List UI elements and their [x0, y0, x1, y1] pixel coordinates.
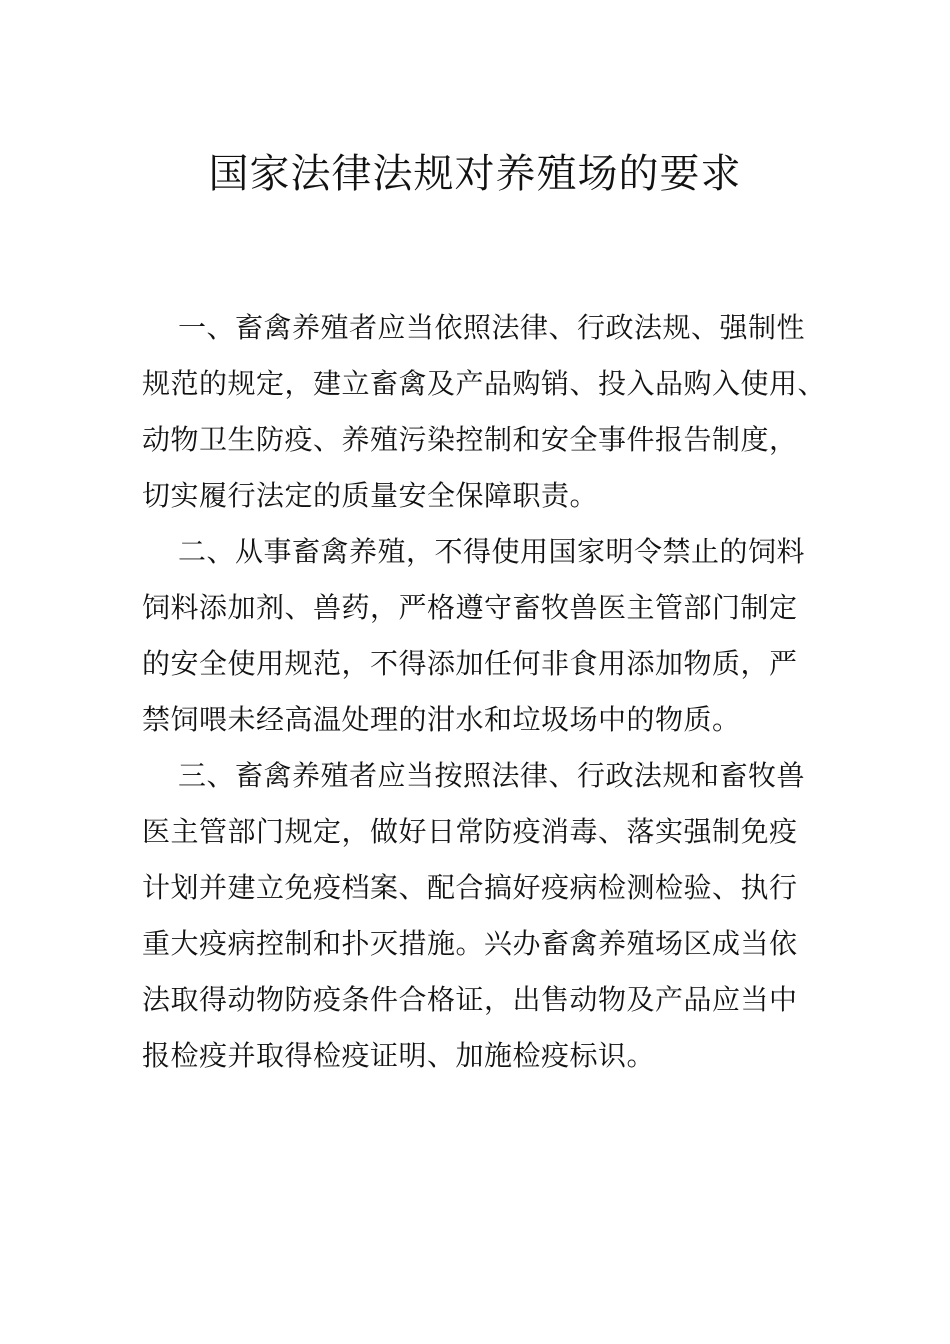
- paragraph-line: 禁饲喂未经高温处理的泔水和垃圾场中的物质。: [142, 703, 741, 736]
- paragraph-line: 的安全使用规范，不得添加任何非食用添加物质，严: [142, 647, 798, 680]
- paragraph-line: 二、从事畜禽养殖，不得使用国家明令禁止的饲料: [178, 535, 806, 568]
- paragraph-line: 规范的规定，建立畜禽及产品购销、投入品购入使用、: [142, 367, 827, 400]
- paragraph-3: [142, 748, 822, 1084]
- paragraph-line: 医主管部门规定，做好日常防疫消毒、落实强制免疫: [142, 815, 798, 848]
- paragraph-line: 报检疫并取得检疫证明、加施检疫标识。: [142, 1039, 656, 1072]
- paragraph-1: [142, 300, 827, 524]
- document-body: [142, 300, 827, 1084]
- paragraph-line: 切实履行法定的质量安全保障职责。: [142, 479, 599, 512]
- paragraph-line: 动物卫生防疫、养殖污染控制和安全事件报告制度，: [142, 423, 798, 456]
- paragraph-line: 一、畜禽养殖者应当依照法律、行政法规、强制性: [178, 311, 806, 344]
- paragraph-line: 计划并建立免疫档案、配合搞好疫病检测检验、执行: [142, 871, 798, 904]
- document-title: 国家法律法规对养殖场的要求: [208, 151, 742, 197]
- paragraph-line: 重大疫病控制和扑灭措施。兴办畜禽养殖场区成当依: [142, 927, 798, 960]
- paragraph-line: 饲料添加剂、兽药，严格遵守畜牧兽医主管部门制定: [142, 591, 798, 624]
- paragraph-line: 三、畜禽养殖者应当按照法律、行政法规和畜牧兽: [178, 759, 806, 792]
- paragraph-2: [142, 524, 822, 748]
- paragraph-line: 法取得动物防疫条件合格证，出售动物及产品应当中: [142, 983, 798, 1016]
